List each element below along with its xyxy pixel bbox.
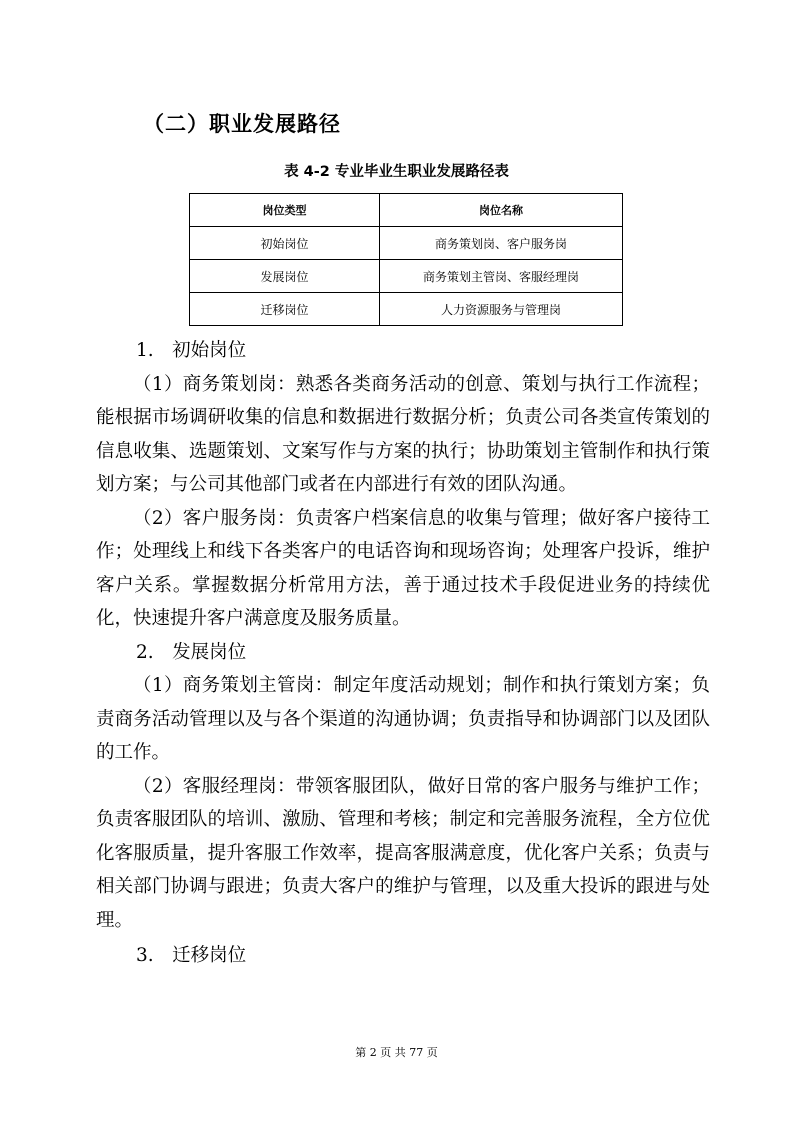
career-path-table: [189, 193, 623, 326]
table-cell: 商务策划岗、客户服务岗: [380, 227, 623, 260]
subheading-initial: 1. 初始岗位: [136, 340, 247, 361]
paragraph: （1）商务策划岗：熟悉各类商务活动的创意、策划与执行工作流程；能根据市场调研收集的信息和数据进行数据分析；负责公司各类宣传策划的信息收集、选题策划、文案写作与方案的执行；协助策划主管制作和执行策划方案；与公司其他部门或者在内部进行有效的团队沟通。: [96, 373, 710, 495]
paragraph: （2）客服经理岗：带领客服团队，做好日常的客户服务与维护工作；负责客服团队的培训、激励、管理和考核；制定和完善服务流程，全方位优化客服质量，提升客服工作效率，提高客服满意度，优化客户关系；负责与相关部门协调与跟进；负责大客户的维护与管理，以及重大投诉的跟进与处理。: [96, 775, 710, 931]
subheading-migration: 3. 迁移岗位: [136, 945, 247, 966]
header-position-name: 岗位名称: [380, 194, 623, 227]
subheading-development: 2. 发展岗位: [136, 641, 247, 663]
table-row: [190, 227, 623, 260]
paragraph: （2）客户服务岗：负责客户档案信息的收集与管理；做好客户接待工作；处理线上和线下各类客户的电话咨询和现场咨询；处理客户投诉，维护客户关系。掌握数据分析常用方法，善于通过技术手段促进业务的持续优化，快速提升客户满意度及服务质量。: [96, 507, 710, 629]
table-cell: 初始岗位: [190, 227, 380, 260]
table-header-row: [190, 194, 623, 227]
header-position-type: 岗位类型: [190, 194, 380, 227]
paragraph: （1）商务策划主管岗：制定年度活动规划；制作和执行策划方案；负责商务活动管理以及与各个渠道的沟通协调；负责指导和协调部门以及团队的工作。: [96, 675, 710, 763]
section-heading: （二）职业发展路径: [143, 112, 341, 136]
table-row: [190, 293, 623, 326]
table-row: [190, 260, 623, 293]
table-cell: 发展岗位: [190, 260, 380, 293]
page-footer: 第 2 页 共 77 页: [355, 1046, 438, 1059]
body-text: [96, 334, 710, 973]
table-cell: 迁移岗位: [190, 293, 380, 326]
table-cell: 人力资源服务与管理岗: [380, 293, 623, 326]
table-cell: 商务策划主管岗、客服经理岗: [380, 260, 623, 293]
table-caption: 表 4-2 专业毕业生职业发展路径表: [284, 164, 509, 180]
